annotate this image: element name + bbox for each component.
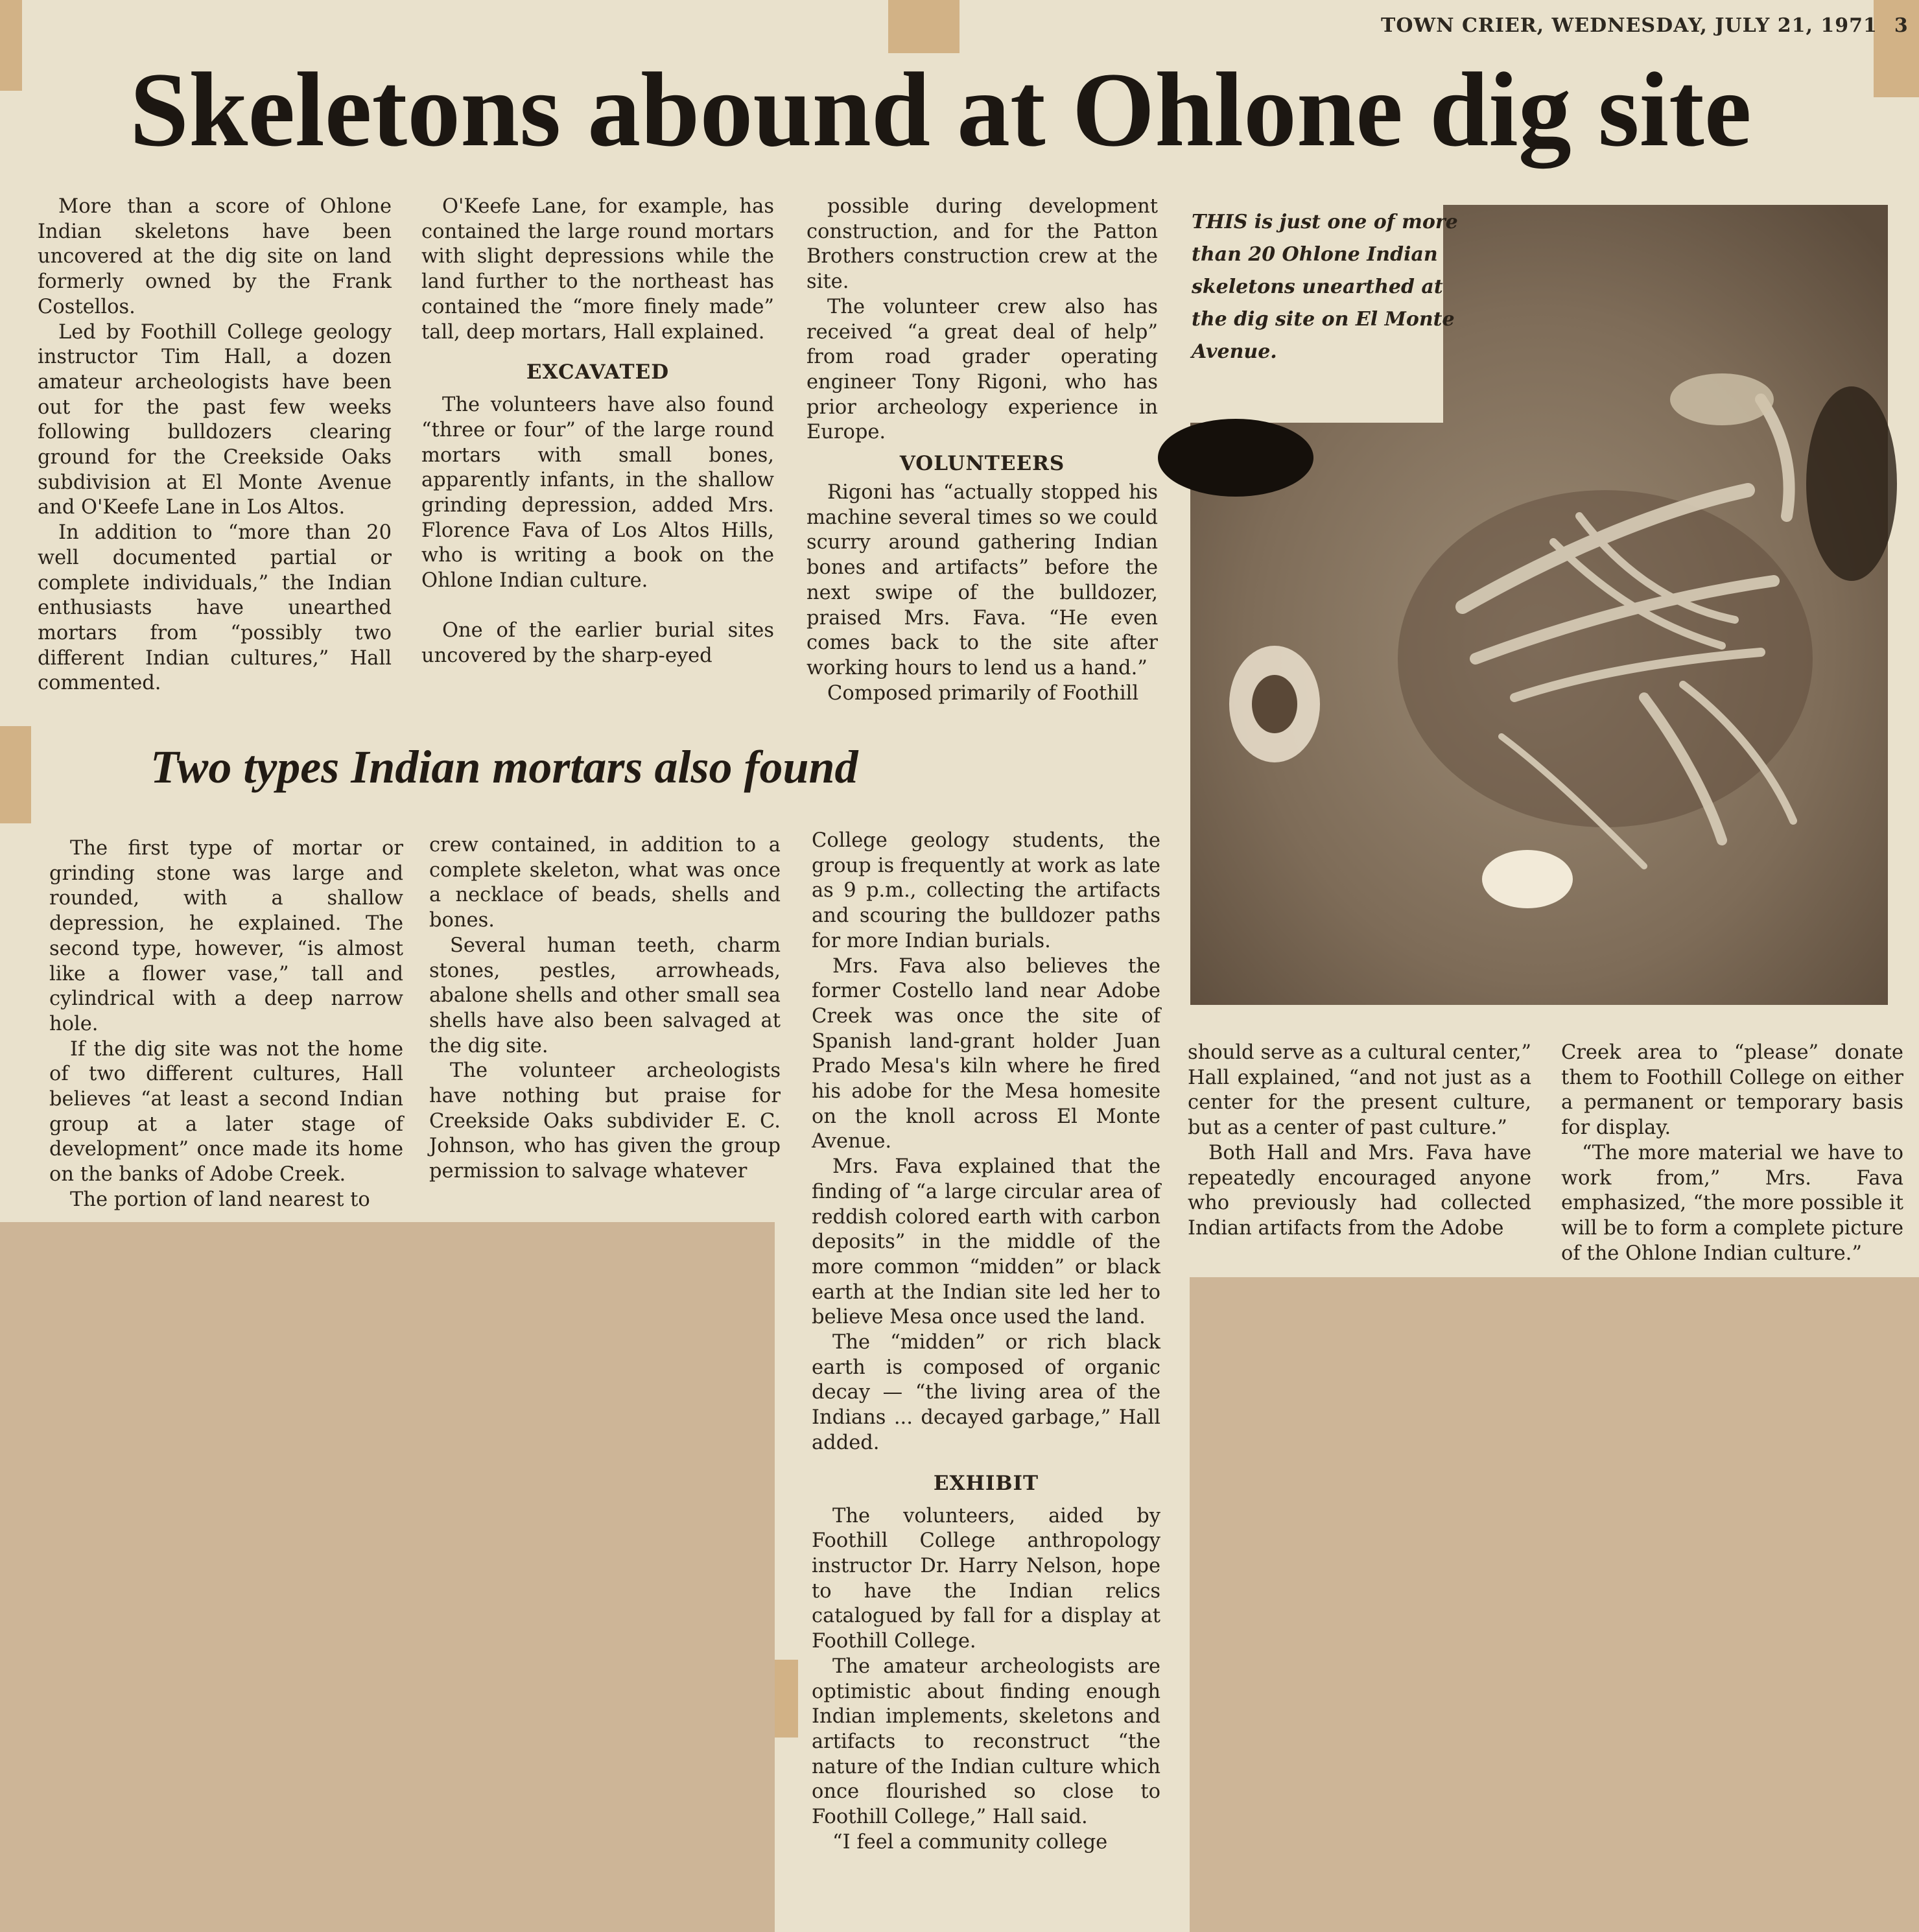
paragraph: If the dig site was not the home of two different cultures, Hall believes “at least a second Indian group at a later stage of development” once made its home on the banks of Adobe Creek. <box>49 1037 403 1186</box>
paragraph: Mrs. Fava explained that the finding of “a large circular area of reddish colored earth with carbon deposits” in the middle of the more common “midden” or black earth at the Indian site led her to believe Mesa once used the land. <box>812 1155 1160 1329</box>
masthead <box>1381 14 1909 37</box>
bg-below-left <box>0 1222 775 1932</box>
story1-column-2 <box>421 194 774 713</box>
story2-column-3 <box>812 829 1160 1918</box>
section-heading-exhibit: EXHIBIT <box>933 1471 1039 1495</box>
paragraph: Both Hall and Mrs. Fava have repeatedly encouraged anyone who previously had collected Indian artifacts from the Adobe <box>1188 1141 1531 1240</box>
masthead-paper-date: TOWN CRIER, WEDNESDAY, JULY 21, 1971 <box>1381 14 1878 37</box>
tape-mark <box>0 0 22 91</box>
paragraph: Rigoni has “actually stopped his machine several times so we could scurry around gathering Indian bones and artifacts” before the next swipe of the bulldozer, praised Mrs. Fava. “He even comes back to the site after working hours to lend us a hand.” <box>806 481 1158 679</box>
paragraph: Mrs. Fava also believes the former Costello land near Adobe Creek was once the site of Spanish land-grant holder Juan Prado Mesa's kiln where he fired his adobe for the Mesa homesite on the knoll across El Monte Avenue. <box>812 954 1160 1153</box>
tape-mark <box>888 0 959 53</box>
section-heading-volunteers: VOLUNTEERS <box>899 452 1065 476</box>
story1-column-1 <box>38 194 392 713</box>
paragraph: The “midden” or rich black earth is composed of organic decay — “the living area of the Indians ... decayed garbage,” Hall added. <box>812 1331 1160 1454</box>
page-number: 3 <box>1894 14 1909 37</box>
story2-column-2 <box>429 833 781 1196</box>
photo-caption: THIS is just one of more than 20 Ohlone Indian skeletons unearthed at the dig site on El Monte Avenue. <box>1192 211 1458 363</box>
paragraph: The amateur archeologists are optimistic about finding enough Indian implements, skeletons and artifacts to reconstruct “the nature of the Indian culture which once flourished so close to Foothill College,” Hall said. <box>812 1655 1160 1829</box>
paragraph: Creek area to “please” donate them to Foothill College on either a permanent or temporary basis for display. <box>1561 1041 1903 1140</box>
paragraph: The volunteers, aided by Foothill College anthropology instructor Dr. Harry Nelson, hope to have the Indian relics catalogued by fall for a display at Foothill College. <box>812 1504 1160 1653</box>
story2-column-5 <box>1561 1041 1903 1274</box>
paragraph: One of the earlier burial sites uncovered by the sharp-eyed <box>421 618 774 667</box>
paragraph: possible during development construction, and for the Patton Brothers construction crew at the site. <box>806 195 1158 294</box>
paragraph: The portion of land nearest to <box>70 1188 370 1211</box>
story1-column-3 <box>806 194 1158 713</box>
paragraph: “The more material we have to work from,” Mrs. Fava emphasized, “the more possible it will be to form a complete picture of the Ohlone Indian culture.” <box>1561 1141 1903 1265</box>
paragraph: O'Keefe Lane, for example, has contained the large round mortars with slight depressions while the land further to the northeast has contained the “more finely made” tall, deep mortars, Hall explained. <box>421 195 774 344</box>
paragraph: “I feel a community college <box>832 1830 1108 1854</box>
paragraph: Several human teeth, charm stones, pestles, arrowheads, abalone shells and other small sea shells have also been salvaged at the dig site. <box>429 934 781 1057</box>
paragraph: In addition to “more than 20 well documented partial or complete individuals,” the Indian enthusiasts have unearthed mortars from “possibly two different Indian cultures,” Hall commented. <box>38 521 392 695</box>
section-heading-excavated: EXCAVATED <box>526 360 670 384</box>
story2-column-1 <box>49 836 403 1211</box>
paragraph: College geology students, the group is frequently at work as late as 9 p.m., collecting the artifacts and scouring the bulldozer paths for more Indian burials. <box>812 829 1160 952</box>
headline: Skeletons abound at Ohlone dig site <box>130 51 1752 169</box>
paragraph: should serve as a cultural center,” Hall explained, “and not just as a center for the present culture, but as a center of past culture.” <box>1188 1041 1531 1140</box>
paragraph: crew contained, in addition to a complete skeleton, what was once a necklace of beads, shells and bones. <box>429 834 781 932</box>
paragraph: More than a score of Ohlone Indian skeletons have been uncovered at the dig site on land formerly owned by the Frank Costellos. <box>38 195 392 318</box>
story2-column-4 <box>1188 1041 1531 1274</box>
paragraph: The first type of mortar or grinding stone was large and rounded, with a shallow depression, he explained. The second type, however, “is almost like a flower vase,” tall and cylindrical with a deep narrow hole. <box>49 837 403 1035</box>
paragraph: The volunteer archeologists have nothing but praise for Creekside Oaks subdivider E. C. Johnson, who has given the group permission to salvage whatever <box>429 1059 781 1183</box>
paragraph: Led by Foothill College geology instructor Tim Hall, a dozen amateur archeologists have been out for the past few weeks following bulldozers clearing ground for the Creekside Oaks subdivision at El Monte Avenue and O'Keefe Lane in Los Altos. <box>38 320 392 519</box>
bg-below-right <box>1190 1277 1919 1932</box>
paragraph: The volunteers have also found “three or four” of the large round mortars with small bones, apparently infants, in the shallow grinding depression, added Mrs. Florence Fava of Los Altos Hills, who is writing a book on the Ohlone Indian culture. <box>421 394 774 593</box>
tape-mark <box>0 726 31 823</box>
paragraph: Composed primarily of Foothill <box>827 681 1139 705</box>
tape-mark <box>775 1660 798 1738</box>
paragraph: The volunteer crew also has received “a great deal of help” from road grader operating engineer Tony Rigoni, who has prior archeology experience in Europe. <box>806 295 1158 444</box>
subhead: Two types Indian mortars also found <box>150 741 858 793</box>
